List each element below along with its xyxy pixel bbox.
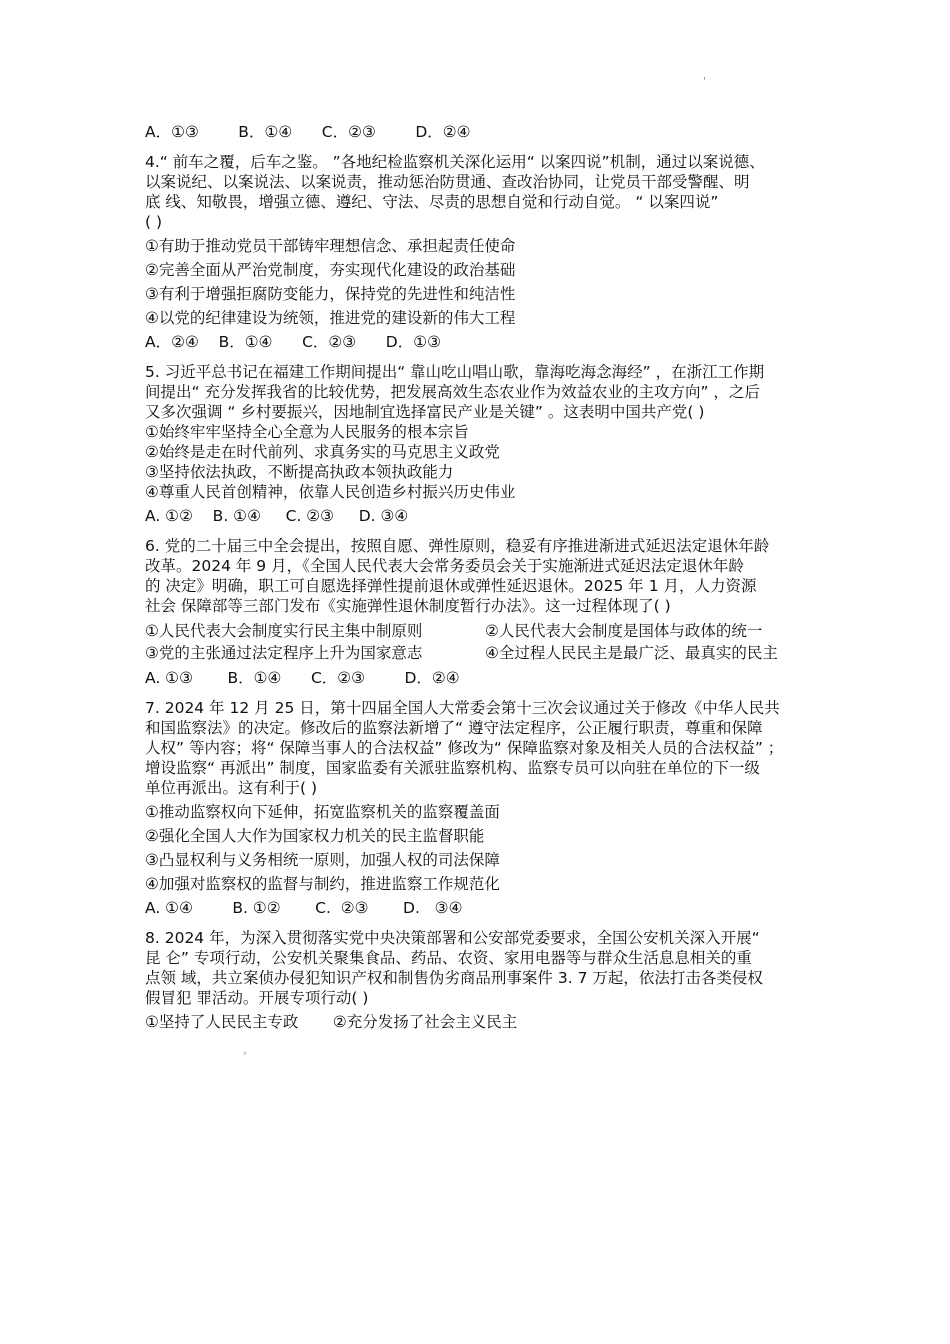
question-5	[145, 362, 815, 526]
answer-options: A. ①② B. ①④ C. ②③ D. ③④	[145, 507, 409, 525]
answer-options: A．②④ B．①④ C．②③ D．①③	[145, 333, 441, 351]
question-text-line: 社会 保障部等三部门发布《实施弹性退休制度暂行办法》。这一过程体现了( )	[145, 597, 671, 615]
question-8	[145, 928, 815, 1032]
statement-item: ④加强对监察权的监督与制约，推进监察工作规范化	[145, 875, 500, 893]
statement-item: ④尊重人民首创精神，依靠人民创造乡村振兴历史伟业	[145, 483, 516, 501]
statement-item: ③有利于增强拒腐防变能力，保持党的先进性和纯洁性	[145, 285, 516, 303]
question-text-line: 7. 2024 年 12 月 25 日，第十四届全国人大常委会第十三次会议通过关于修改《中华人民共	[145, 699, 780, 717]
question-text-line: 又多次强调 “ 乡村要振兴，因地制宜选择富民产业是关键” 。这表明中国共产党( )	[145, 403, 705, 421]
question-text-line: 改革。2024 年 9 月，《全国人民代表大会常务委员会关于实施渐进式延迟法定退休年龄	[145, 557, 744, 575]
statement-item: ②始终是走在时代前列、求真务实的马克思主义政党	[145, 443, 500, 461]
statement-row	[145, 620, 815, 642]
exam-content	[145, 122, 815, 1032]
question-text-line: 增设监察“ 再派出” 制度，国家监委有关派驻监察机构、监察专员可以向驻在单位的下一级	[145, 759, 760, 777]
statement-item: ③党的主张通过法定程序上升为国家意志	[145, 644, 423, 662]
question-text-line: 底 线、知敬畏，增强立德、遵纪、守法、尽责的思想自觉和行动自觉。 “ 以案四说”	[145, 193, 719, 211]
statement-item: ①推动监察权向下延伸，拓宽监察机关的监察覆盖面	[145, 803, 500, 821]
question-text-line: 假冒犯 罪活动。开展专项行动( )	[145, 989, 369, 1007]
statement-item: ③坚持依法执政，不断提高执政本领执政能力	[145, 463, 454, 481]
question-text-line: 6. 党的二十届三中全会提出，按照自愿、弹性原则，稳妥有序推进渐进式延迟法定退休年龄	[145, 537, 770, 555]
question-text-line: 人权” 等内容；将“ 保障当事人的合法权益” 修改为“ 保障监察对象及相关人员的合法权益” ；	[145, 739, 784, 757]
statement-item: ①有助于推动党员干部铸牢理想信念、承担起责任使命	[145, 237, 516, 255]
previous-question-options: A．①③ B．①④ C．②③ D．②④	[145, 123, 471, 141]
question-text-line: 间提出“ 充分发挥我省的比较优势，把发展高效生态农业作为效益农业的主攻方向” ，之后	[145, 383, 760, 401]
question-6	[145, 536, 815, 688]
corner-mark: '	[703, 76, 706, 87]
statement-item: ①人民代表大会制度实行民主集中制原则	[145, 622, 423, 640]
question-text-line: 昆 仑” 专项行动，公安机关聚集食品、药品、农资、家用电器等与群众生活息息相关的重	[145, 949, 752, 967]
question-text-line: ( )	[145, 213, 163, 231]
question-text-line: 5. 习近平总书记在福建工作期间提出“ 靠山吃山唱山歌，靠海吃海念海经” ，在浙江工作期	[145, 363, 765, 381]
statement-item: ①始终牢牢坚持全心全意为人民服务的根本宗旨	[145, 423, 469, 441]
statement-item: ②强化全国人大作为国家权力机关的民主监督职能	[145, 827, 485, 845]
statement-item: ④全过程人民民主是最广泛、最真实的民主	[485, 644, 778, 662]
statement-item: ③凸显权利与义务相统一原则，加强人权的司法保障	[145, 851, 500, 869]
question-text-line: 以案说纪、以案说法、以案说责，推动惩治防贯通、查改治协同，让党员干部受警醒、明	[145, 173, 750, 191]
question-text-line: 点领 域，共立案侦办侵犯知识产权和制售伪劣商品刑事案件 3. 7 万起，依法打击各类侵权	[145, 969, 763, 987]
question-text-line: 的 决定》明确，职工可自愿选择弹性提前退休或弹性延迟退休。2025 年 1 月，人力资源	[145, 577, 757, 595]
question-text-line: 8. 2024 年，为深入贯彻落实党中央决策部署和公安部党委要求，全国公安机关深入开展“	[145, 929, 760, 947]
question-4	[145, 152, 815, 352]
question-text-line: 4.“ 前车之覆，后车之鉴。 ”各地纪检监察机关深化运用“ 以案四说”机制，通过以案说德、	[145, 153, 765, 171]
bottom-mark: 。	[243, 1046, 253, 1057]
statement-item: ②完善全面从严治党制度，夯实现代化建设的政治基础	[145, 261, 516, 279]
answer-options: A. ①③ B．①④ C．②③ D．②④	[145, 669, 460, 687]
statement-item: ②人民代表大会制度是国体与政体的统一	[485, 622, 763, 640]
answer-options: A. ①④ B. ①② C. ②③ D. ③④	[145, 899, 463, 917]
statement-item: ④以党的纪律建设为统领，推进党的建设新的伟大工程	[145, 309, 516, 327]
question-7	[145, 698, 815, 918]
question-text-line: 和国监察法》的决定。修改后的监察法新增了“ 遵守法定程序，公正履行职责，尊重和保障	[145, 719, 763, 737]
statement-row	[145, 642, 815, 664]
question-text-line: 单位再派出。这有利于( )	[145, 779, 318, 797]
statement-row: ①坚持了人民民主专政 ②充分发扬了社会主义民主	[145, 1013, 518, 1031]
